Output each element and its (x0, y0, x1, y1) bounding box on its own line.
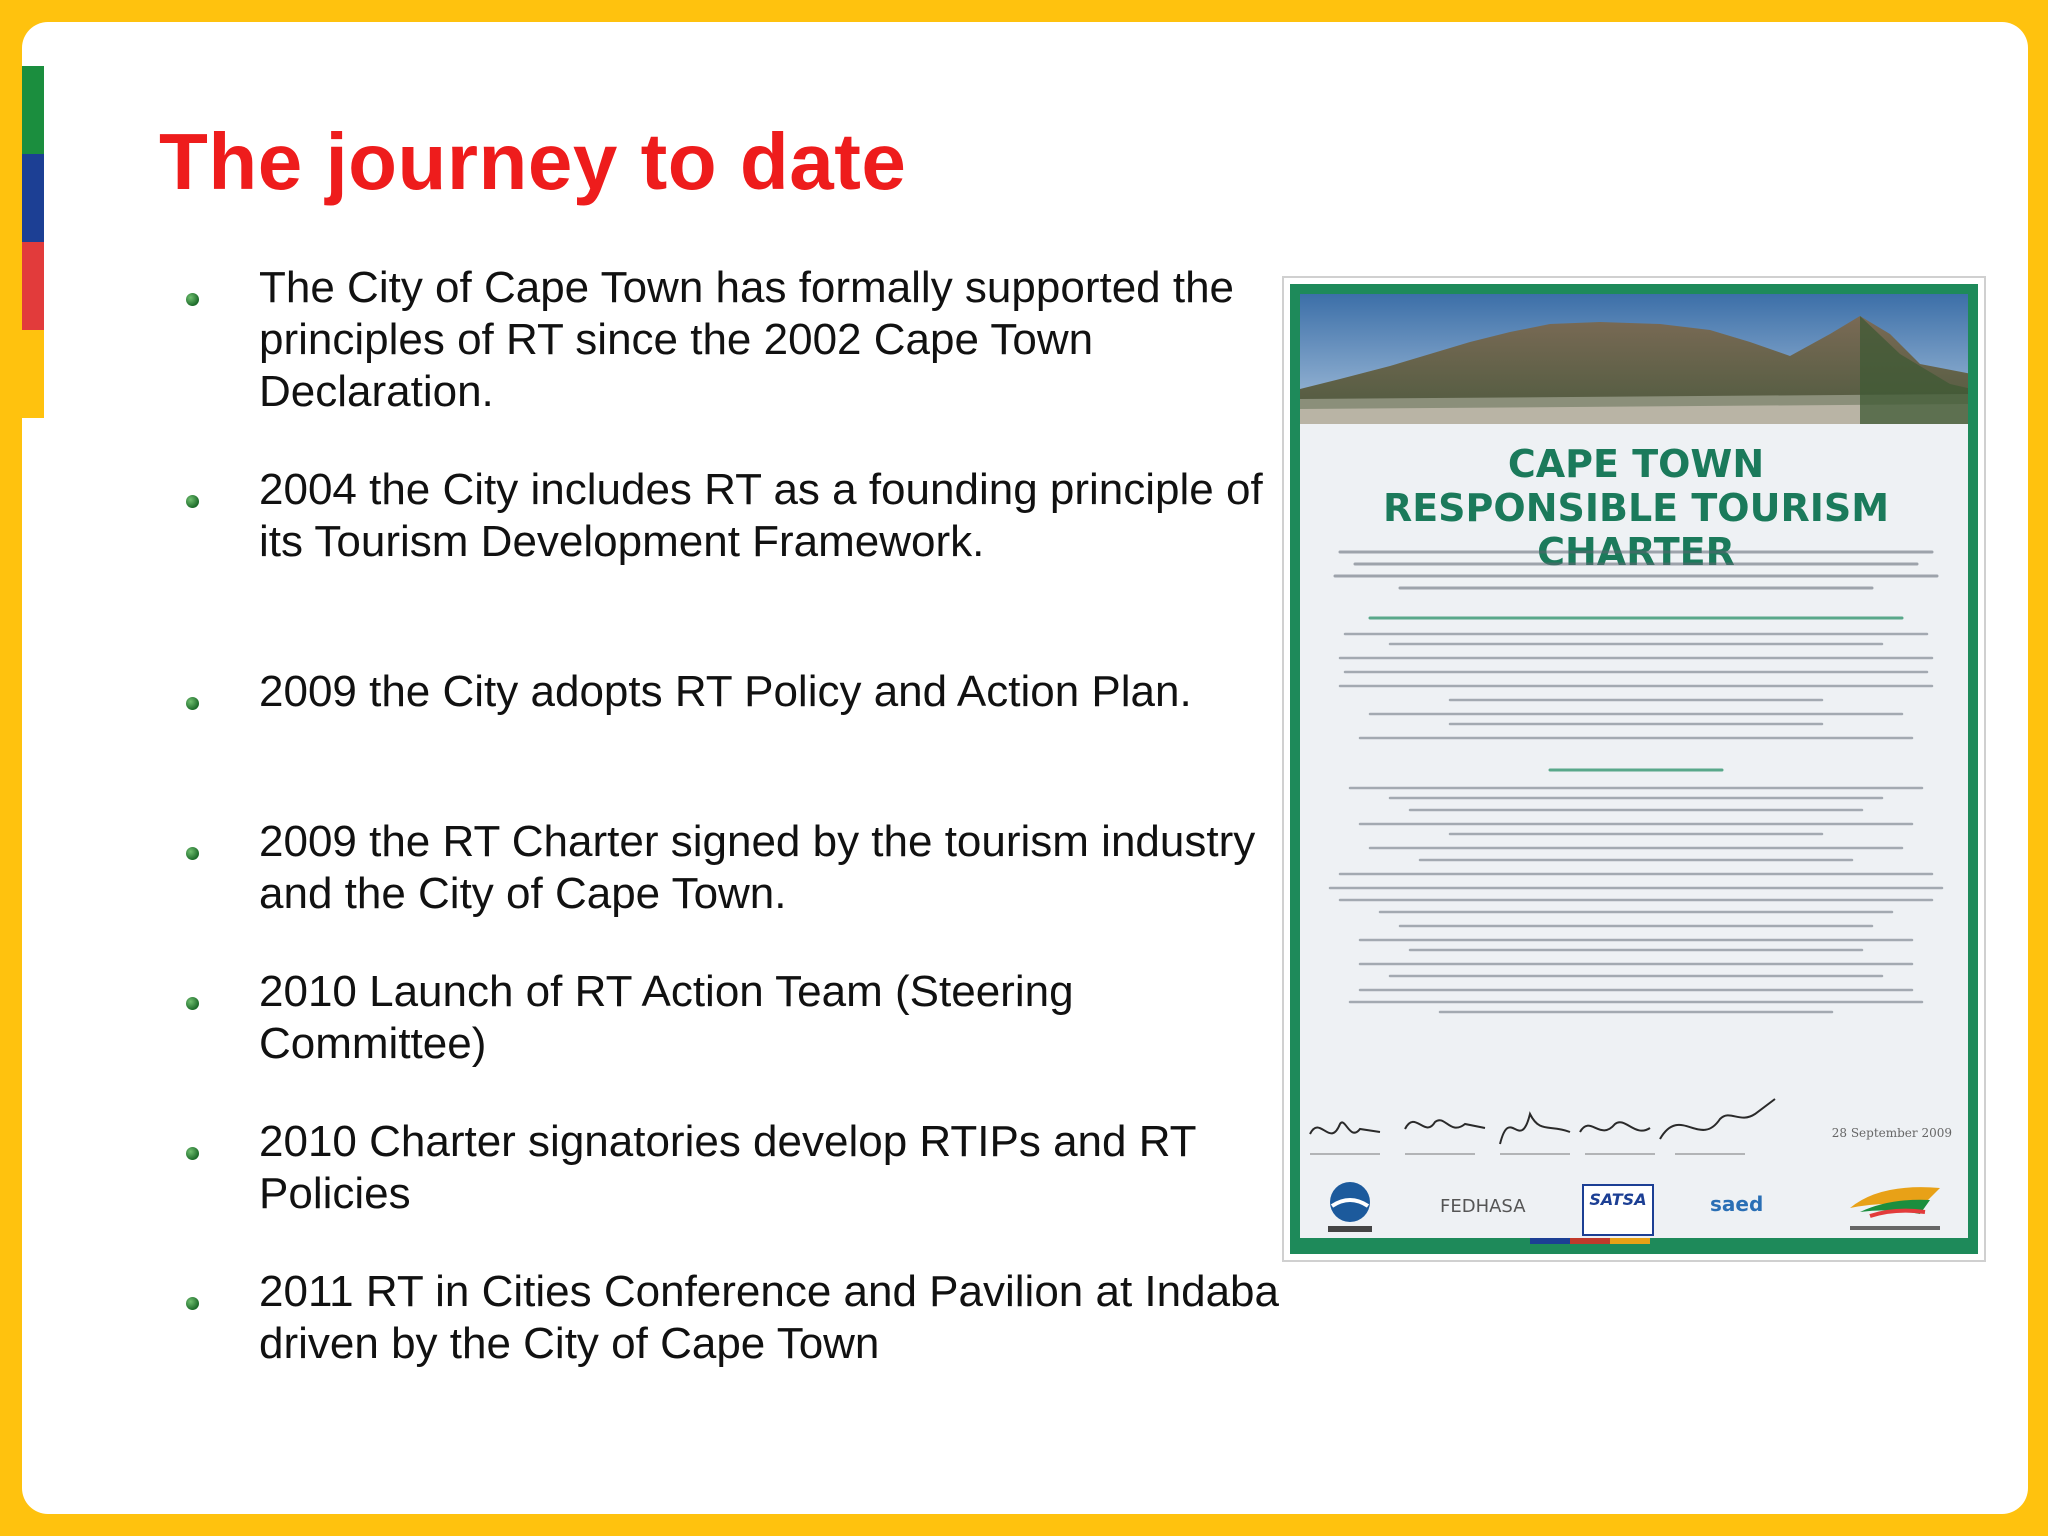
poster-title-line1: CAPE TOWN (1507, 442, 1765, 486)
satsa-logo: SATSA (1582, 1184, 1654, 1236)
bullet-text: 2011 RT in Cities Conference and Pavilion at Indaba driven by the City of Cape Town (259, 1267, 1279, 1368)
bullet-text: 2010 Launch of RT Action Team (Steering Committee) (259, 967, 1074, 1068)
flag-stripe-blue (22, 154, 44, 242)
bullet-dot-icon (186, 847, 199, 860)
poster-date: 28 September 2009 (1831, 1126, 1952, 1140)
charter-poster-image (1282, 276, 1986, 1262)
western-cape-logo-icon (1840, 1178, 1950, 1236)
fedhasa-logo: FEDHASA (1440, 1196, 1526, 1217)
poster-body-text (1300, 546, 1968, 1086)
bullet-text: The City of Cape Town has formally supported the principles of RT since the 2002 Cape Town Declaration. (259, 263, 1235, 416)
bullet-dot-icon (186, 697, 199, 710)
bullet-text: 2010 Charter signatories develop RTIPs and RT Policies (259, 1117, 1196, 1218)
poster-inner (1300, 294, 1968, 1244)
table-mountain-photo (1300, 294, 1968, 424)
bullet-text: 2009 the City adopts RT Policy and Action Plan. (259, 667, 1192, 716)
poster-title-line2: RESPONSIBLE TOURISM CHARTER (1382, 486, 1890, 574)
poster-frame (1290, 284, 1978, 1254)
flag-stripe-yellow (22, 330, 44, 418)
bullet-dot-icon (186, 997, 199, 1010)
bullet-dot-icon (186, 293, 199, 306)
saed-logo: saed (1710, 1192, 1764, 1216)
cape-town-logo-icon (1320, 1178, 1380, 1238)
bullet-text: 2004 the City includes RT as a founding principle of its Tourism Development Framework. (259, 465, 1263, 566)
bullet-dot-icon (186, 1147, 199, 1160)
slide-title: The journey to date (159, 117, 907, 206)
sponsor-logos (1300, 1174, 1968, 1244)
poster-color-band (1300, 1238, 1968, 1244)
flag-stripe-red (22, 242, 44, 330)
bullet-dot-icon (186, 495, 199, 508)
flag-stripes (22, 66, 44, 330)
slide (22, 22, 2028, 1514)
bullet-text: 2009 the RT Charter signed by the tourism industry and the City of Cape Town. (259, 817, 1256, 918)
flag-stripe-green (22, 66, 44, 154)
bullet-dot-icon (186, 1297, 199, 1310)
